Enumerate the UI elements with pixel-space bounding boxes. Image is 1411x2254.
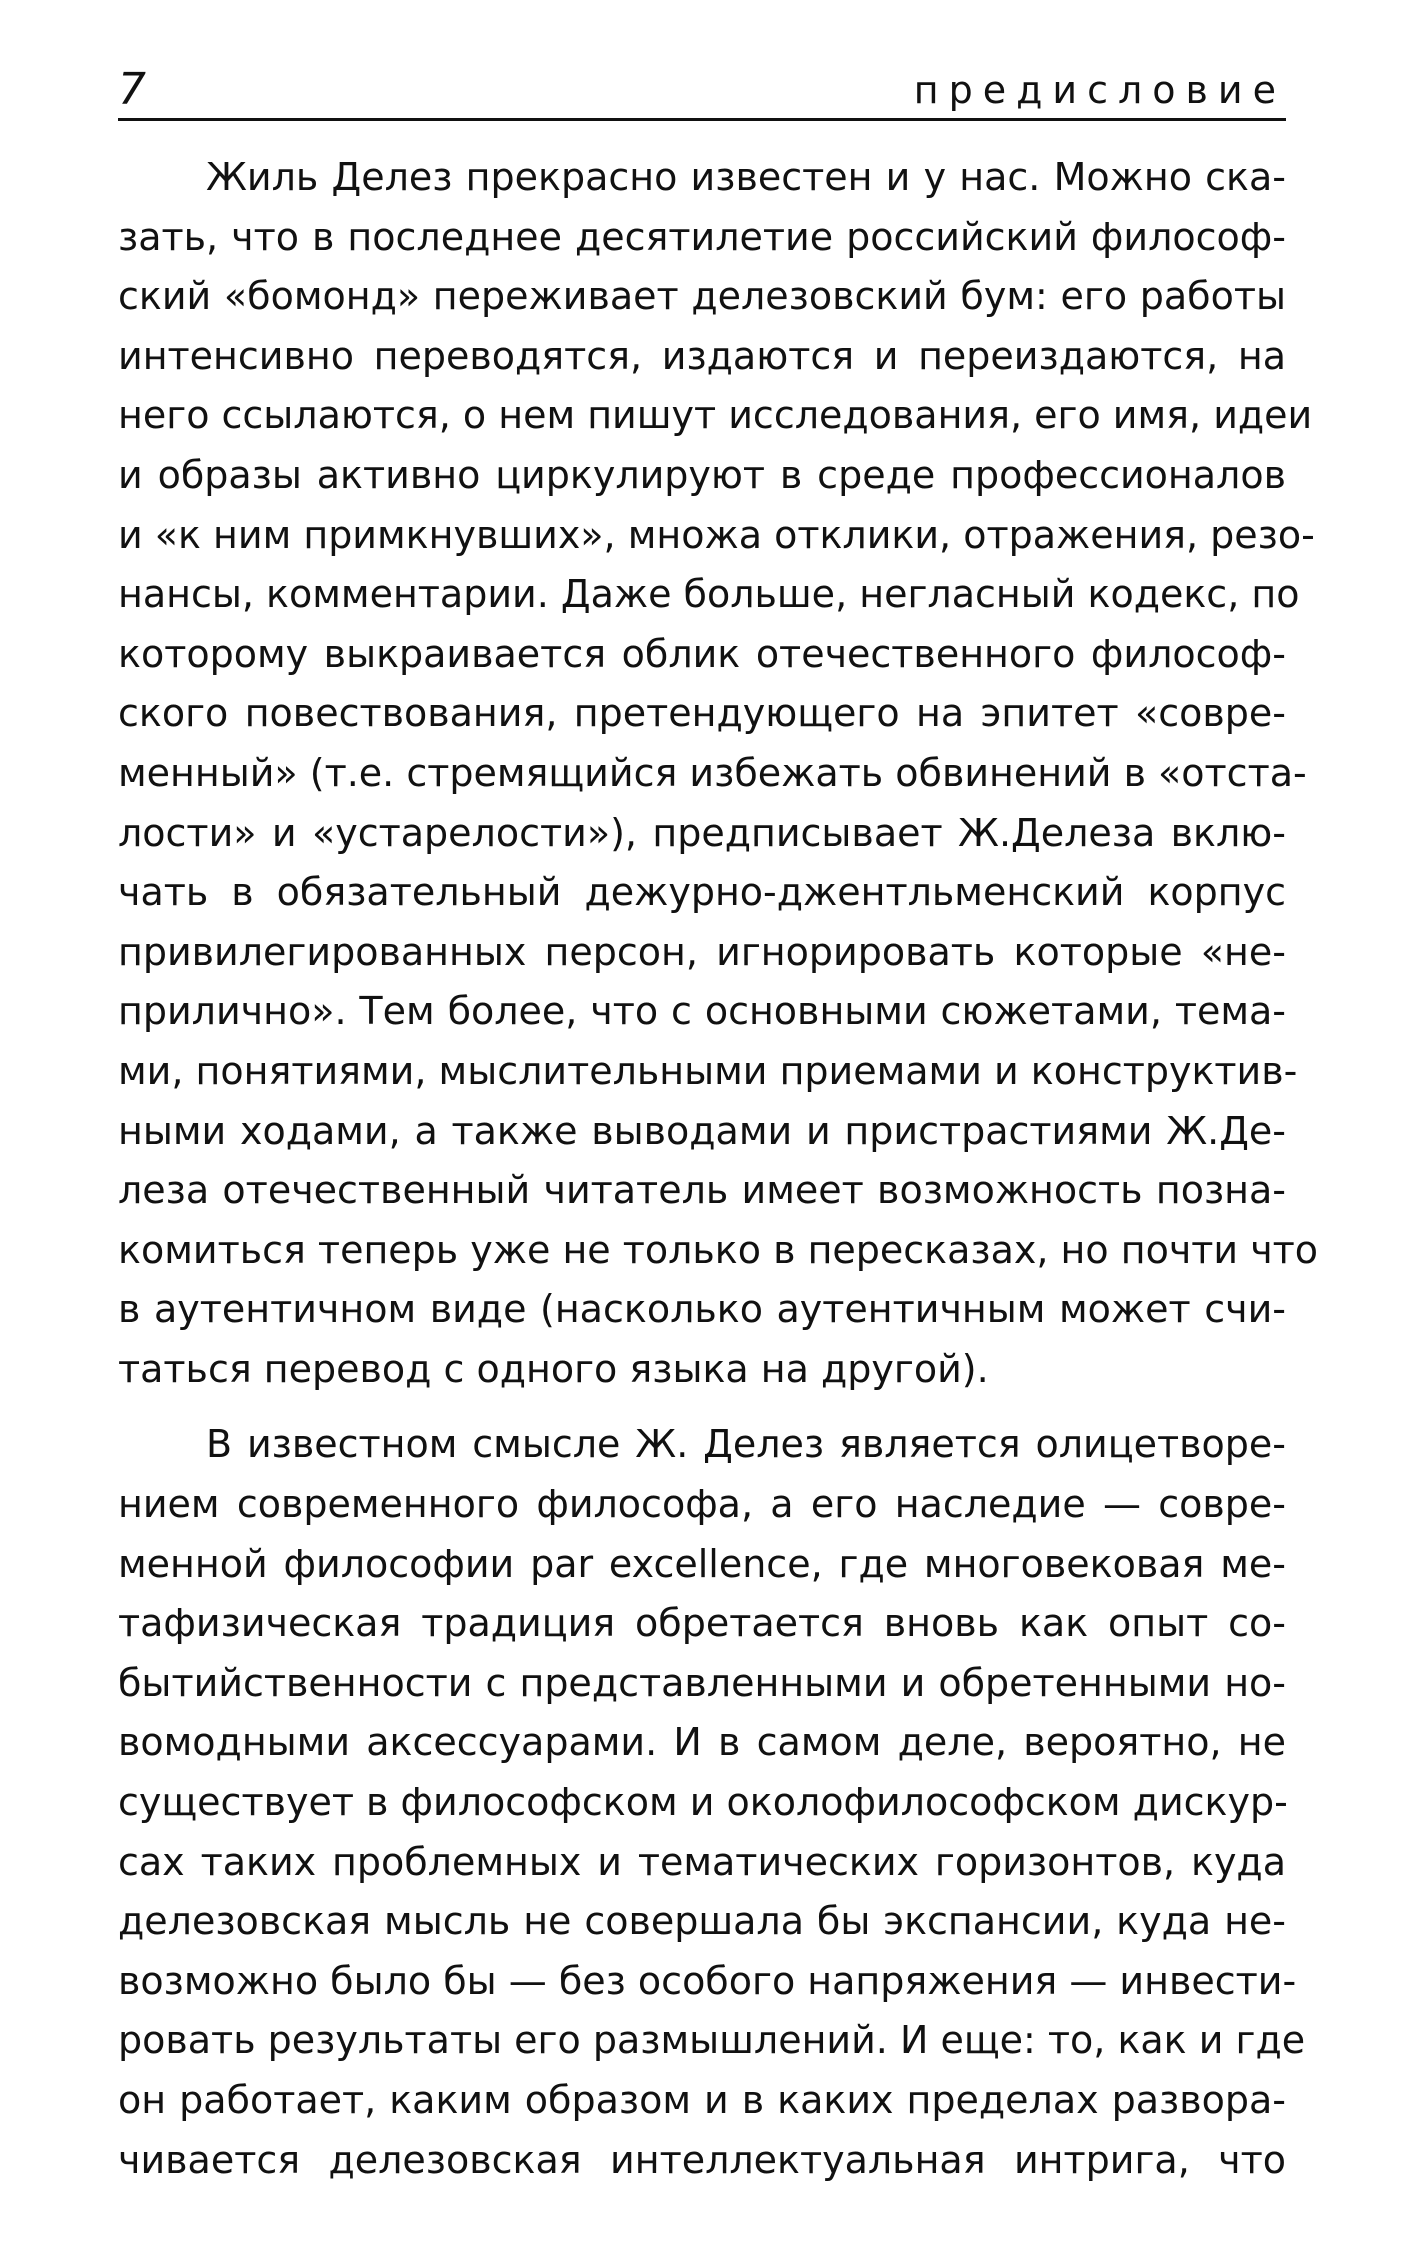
text-line: лости» и «устарелости»), предписывает Ж.Делеза вклю- xyxy=(118,810,1286,855)
text-line: делезовская мысль не совершала бы экспансии, куда не- xyxy=(118,1899,1286,1944)
text-line: менной философии par excellence, где многовековая ме- xyxy=(118,1541,1286,1586)
text-line: чивается делезовская интеллектуальная интрига, что xyxy=(118,2137,1286,2182)
text-line: ми, понятиями, мыслительными приемами и конструктив- xyxy=(118,1048,1298,1093)
paragraph-gap xyxy=(118,1399,1286,1415)
text-line: бытийственности с представленными и обретенными но- xyxy=(118,1660,1286,1705)
text-line: ными ходами, а также выводами и пристрастиями Ж.Де- xyxy=(118,1108,1286,1153)
text-line: ского повествования, претендующего на эпитет «совре- xyxy=(118,691,1286,736)
running-head: предисловие xyxy=(913,68,1286,112)
text-line: менный» (т.е. стремящийся избежать обвинений в «отста- xyxy=(118,750,1307,795)
text-line: сах таких проблемных и тематических горизонтов, куда xyxy=(118,1839,1286,1884)
text-line: в аутентичном виде (насколько аутентичным может счи- xyxy=(118,1287,1286,1332)
text-line: прилично». Тем более, что с основными сюжетами, тема- xyxy=(118,989,1286,1034)
paragraph-1 xyxy=(118,148,1319,1399)
text-line: Жиль Делез прекрасно известен и у нас. Можно ска- xyxy=(206,155,1286,199)
page-number: 7 xyxy=(118,64,146,115)
text-line: леза отечественный читатель имеет возможность позна- xyxy=(118,1168,1286,1213)
text-line: ский «бомонд» переживает делезовский бум: его работы xyxy=(118,274,1286,319)
text-line: привилегированных персон, игнорировать которые «не- xyxy=(118,929,1286,974)
text-line: него ссылаются, о нем пишут исследования, его имя, идеи xyxy=(118,393,1313,438)
text-line: нансы, комментарии. Даже больше, негласный кодекс, по xyxy=(118,572,1300,617)
paragraph-2 xyxy=(118,1415,1306,2190)
text-line: и образы активно циркулируют в среде профессионалов xyxy=(118,452,1286,497)
text-line: нием современного философа, а его наследие — совре- xyxy=(118,1482,1286,1527)
text-line: таться перевод с одного языка на другой). xyxy=(118,1346,989,1391)
text-line: В известном смысле Ж. Делез является олицетворе- xyxy=(206,1422,1286,1467)
text-line: возможно было бы — без особого напряжения — инвести- xyxy=(118,1958,1297,2003)
text-line: комиться теперь уже не только в пересказах, но почти что xyxy=(118,1227,1319,1272)
text-line: которому выкраивается облик отечественного философ- xyxy=(118,631,1286,676)
text-line: тафизическая традиция обретается вновь как опыт со- xyxy=(118,1601,1286,1646)
header-rule xyxy=(118,118,1286,121)
text-line: и «к ним примкнувших», множа отклики, отражения, резо- xyxy=(118,512,1315,557)
body-text xyxy=(118,148,1319,2190)
text-line: интенсивно переводятся, издаются и переиздаются, на xyxy=(118,333,1286,378)
text-line: ровать результаты его размышлений. И еще: то, как и где xyxy=(118,2018,1306,2063)
text-line: вомодными аксессуарами. И в самом деле, вероятно, не xyxy=(118,1720,1286,1765)
page-header xyxy=(118,62,1286,118)
text-line: он работает, каким образом и в каких пределах развора- xyxy=(118,2078,1286,2122)
text-line: чать в обязательный дежурно-джентльменский корпус xyxy=(118,870,1286,915)
text-line: зать, что в последнее десятилетие российский философ- xyxy=(118,214,1286,259)
text-line: существует в философском и околофилософском дискур- xyxy=(118,1780,1288,1825)
